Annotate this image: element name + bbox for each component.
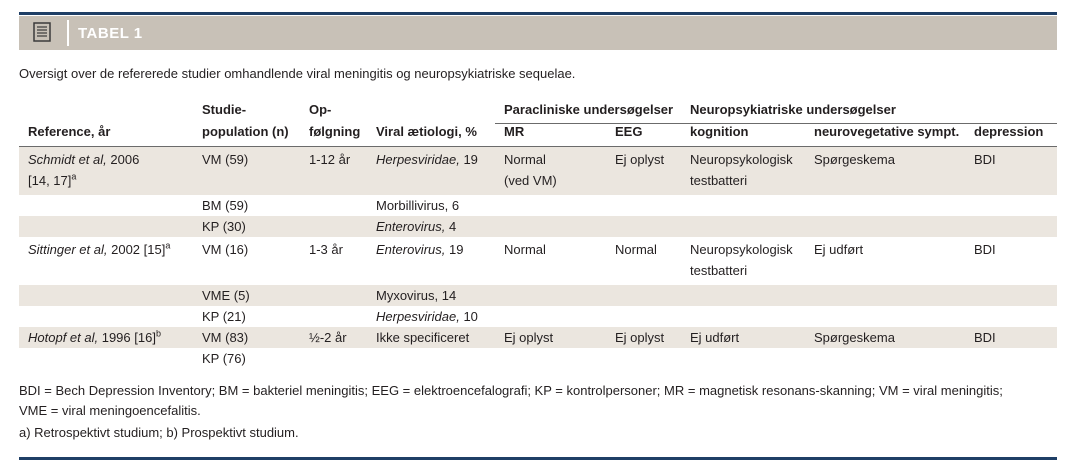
cell-etiology: Ikke specificeret (367, 327, 495, 348)
cell-eeg: Ej oplyst (606, 327, 681, 348)
table-row (19, 327, 1057, 348)
cell-etiology: Enterovirus, 4 (367, 216, 495, 237)
col-header-followup: følgning (300, 124, 367, 147)
cell-population: KP (21) (202, 309, 246, 324)
table-row (19, 195, 1057, 216)
col-header-population-line1: Studie- (202, 102, 247, 117)
col-header-reference: Reference, år (19, 124, 193, 147)
table-row (19, 348, 1057, 369)
col-header-eeg: EEG (606, 124, 681, 147)
cell-population: VM (83) (193, 327, 300, 348)
cell-population: VM (59) (193, 147, 300, 196)
table-row (19, 237, 1057, 285)
cell-neurovegetative: Spørgeskema (805, 147, 965, 196)
cell-neurovegetative: Spørgeskema (805, 327, 965, 348)
col-header-neurovegetative: neurovegetative sympt. (805, 124, 965, 147)
cell-cognition: Neuropsykologisk testbatteri (681, 147, 805, 196)
cell-reference: Sittinger et al, 2002 $[15]^a$ (28, 240, 171, 257)
document-icon (33, 22, 51, 42)
table-title: TABEL 1 (78, 25, 143, 42)
col-header-population: population (n) (193, 124, 300, 147)
cell-neurovegetative: Ej udført (814, 242, 864, 257)
bottom-rule (19, 457, 1057, 460)
cell-mr: Normal (ved VM) (495, 147, 606, 196)
footnote-study-type: a) Retrospektivt studium; b) Prospektivt studium. (19, 425, 299, 440)
cell-etiology: Herpesviridae, 19 (367, 147, 495, 196)
cell-etiology: Enterovirus, 19 (376, 242, 464, 257)
cell-depression: BDI (965, 147, 1057, 196)
cell-followup: ½-2 år (300, 327, 367, 348)
group-header-row (19, 102, 1057, 124)
cell-etiology: Myxovirus, 14 (367, 285, 495, 306)
cell-reference: Hotopf et al, 1996 $[16]^b$ (19, 327, 193, 348)
cell-population: VM (16) (202, 242, 249, 257)
cell-population: KP (76) (202, 351, 246, 366)
group-header-paraclinical: Paracliniske undersøgelser (495, 102, 681, 124)
studies-table (19, 102, 1057, 369)
col-header-depression: depression (965, 124, 1057, 147)
footnote-abbreviations: BDI = Bech Depression Inventory; BM = bakteriel meningitis; EEG = elektroencefalografi; KP = kontrolpersoner; MR = magnetisk resonans-skanning; VM = viral meningitis; (19, 383, 1003, 398)
group-header-neuropsych: Neuropsykiatriske undersøgelser (681, 102, 1057, 124)
col-header-followup-line1: Op- (309, 102, 332, 117)
table-row (19, 147, 1057, 196)
col-header-cognition: kognition (681, 124, 805, 147)
cell-population: VME (5) (193, 285, 300, 306)
footnote-abbreviations-cont: VME = viral meningoencefalitis. (19, 403, 201, 418)
cell-eeg: Normal (615, 242, 657, 257)
cell-depression: BDI (974, 242, 996, 257)
table-row (19, 216, 1057, 237)
cell-followup: 1-12 år (300, 147, 367, 196)
header-separator (67, 20, 69, 46)
col-header-etiology: Viral ætiologi, % (367, 124, 495, 147)
cell-eeg: Ej oplyst (606, 147, 681, 196)
cell-depression: BDI (965, 327, 1057, 348)
top-rule (19, 12, 1057, 15)
table-row (19, 306, 1057, 327)
cell-reference: Schmidt et al, 2006 [14, 17]$^a$ (19, 147, 193, 196)
table-caption: Oversigt over de refererede studier omhandlende viral meningitis og neuropsykiatriske sequelae. (19, 66, 576, 81)
cell-cognition: Neuropsykologisk testbatteri (690, 242, 793, 278)
cell-mr: Normal (504, 242, 546, 257)
cell-etiology: Herpesviridae, 10 (376, 309, 478, 324)
cell-mr: Ej oplyst (495, 327, 606, 348)
cell-population: BM (59) (202, 198, 249, 213)
cell-population: KP (30) (193, 216, 300, 237)
cell-etiology: Morbillivirus, 6 (376, 198, 460, 213)
cell-cognition: Ej udført (681, 327, 805, 348)
cell-followup: 1-3 år (309, 242, 343, 257)
column-header-row (19, 124, 1057, 147)
col-header-mr: MR (495, 124, 606, 147)
table-row (19, 285, 1057, 306)
table-header-band (19, 16, 1057, 50)
